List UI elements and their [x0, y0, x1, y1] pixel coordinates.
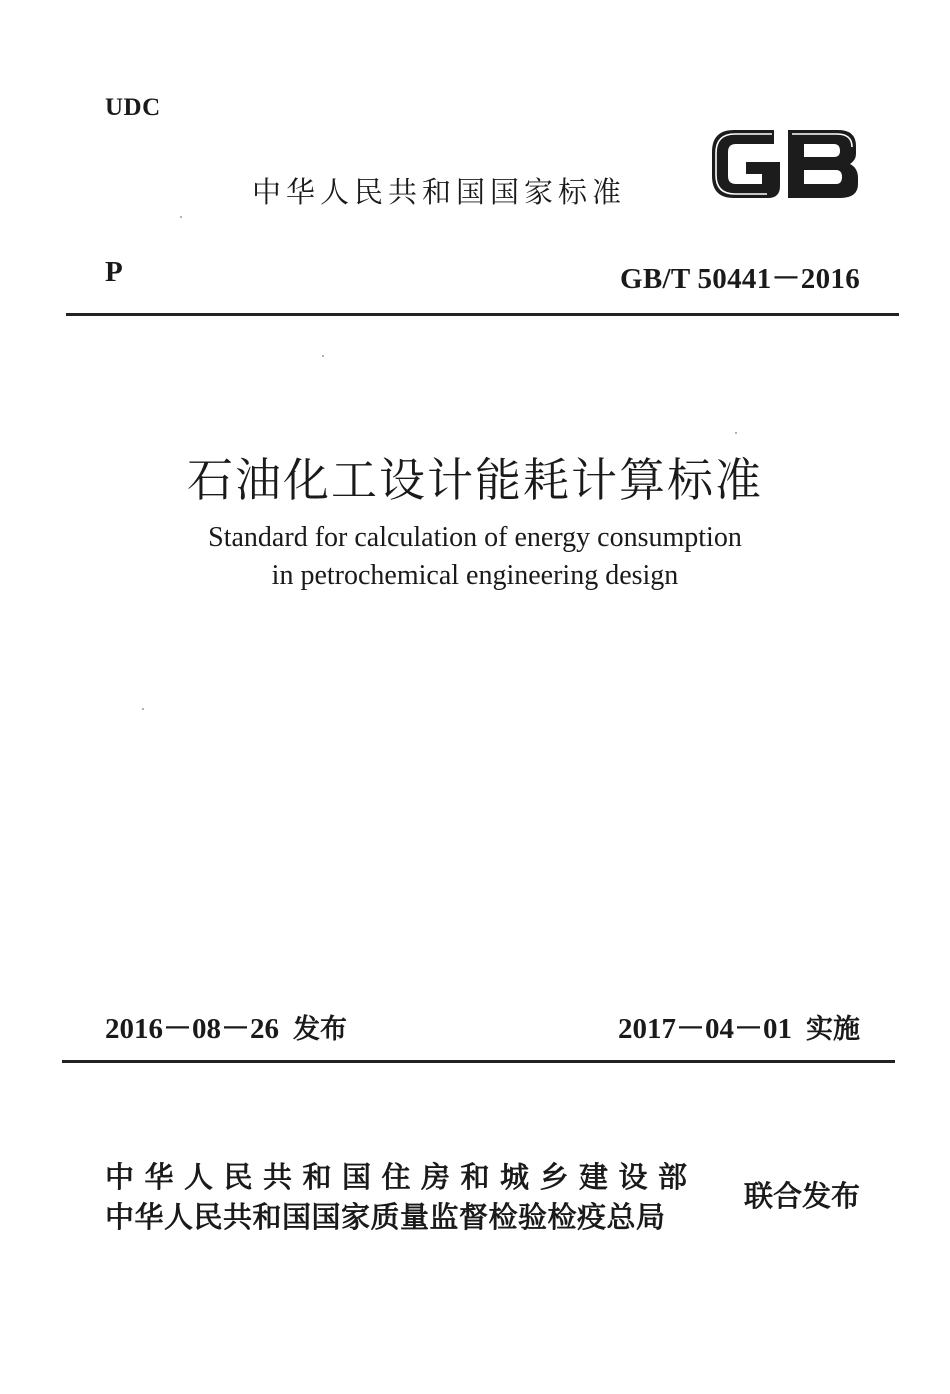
classification-code: P — [105, 256, 123, 288]
issue-label: 发布 — [293, 1014, 348, 1045]
title-english-line1: Standard for calculation of energy consumption — [208, 522, 742, 553]
paper-speck — [142, 708, 144, 710]
standard-type-title: 中华人民共和国国家标准 — [252, 175, 627, 209]
issue-date: 2016－08－26 — [105, 1013, 280, 1045]
paper-speck — [735, 432, 737, 434]
top-divider — [66, 313, 899, 316]
gb-logo-icon — [706, 124, 862, 204]
udc-label: UDC — [105, 94, 161, 121]
paper-speck — [322, 355, 324, 357]
implement-date-block — [618, 1006, 860, 1047]
standard-number: GB/T 50441－2016 — [619, 263, 860, 295]
publisher-line2: 中华人民共和国国家质量监督检验检疫总局 — [105, 1200, 666, 1234]
bottom-divider — [62, 1060, 895, 1063]
implement-date: 2017－04－01 — [617, 1013, 792, 1045]
implement-label: 实施 — [806, 1014, 860, 1045]
title-chinese: 石油化工设计能耗计算标准 — [187, 453, 763, 507]
paper-speck — [180, 216, 182, 218]
title-english-line2: in petrochemical engineering design — [271, 560, 679, 591]
joint-publish-label: 联合发布 — [743, 1179, 860, 1213]
issue-date-block — [105, 1006, 347, 1047]
publisher-line1: 中华人民共和国住房和城乡建设部 — [105, 1160, 698, 1194]
